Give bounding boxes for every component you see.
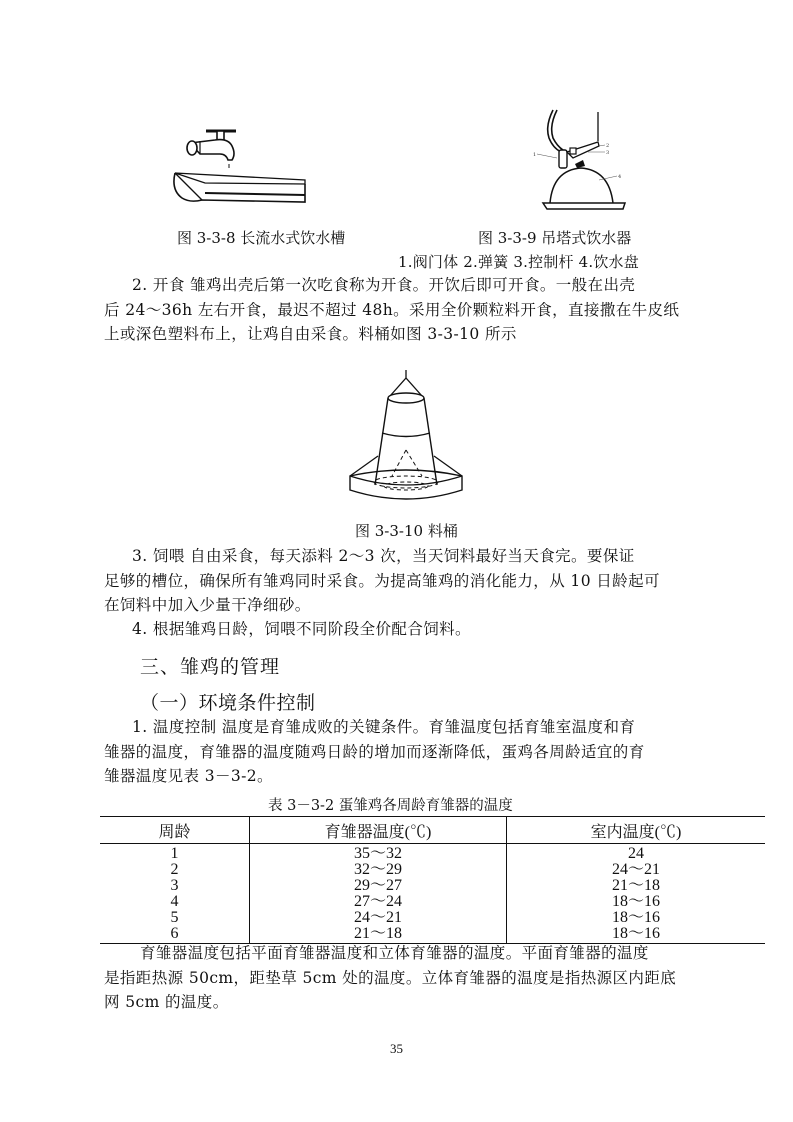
cell-week: 6 xyxy=(100,926,250,944)
header-week-age: 周龄 xyxy=(100,817,250,844)
table-row xyxy=(100,910,765,926)
label-1: 1 xyxy=(533,152,537,158)
cell-room-temp: 18～16 xyxy=(611,909,660,926)
header-brooder-temp: 育雏器温度(℃) xyxy=(250,817,507,844)
cell-week: 4 xyxy=(100,894,250,910)
section-heading: 三、雏鸡的管理 xyxy=(140,656,281,678)
table-row xyxy=(100,878,765,894)
cell-room-temp: 24～21 xyxy=(611,861,660,878)
table-row xyxy=(100,894,765,910)
cell-room-temp: 18～16 xyxy=(611,893,660,910)
paragraph-brooder-line-2: 是指距热源 50cm，距垫草 5cm 处的温度。立体育雏器的温度是指热源区内距底 xyxy=(104,969,677,987)
cell-brooder-temp: 29～27 xyxy=(250,878,507,894)
paragraph-temperature-line-1: 1. 温度控制 温度是育雏成败的关键条件。育雏温度包括育雏室温度和育 xyxy=(132,718,636,736)
hanging-waterer-illustration xyxy=(533,108,643,213)
table-header-row xyxy=(100,817,765,844)
figure-3-3-9-legend: 1.阀门体 2.弹簧 3.控制杆 4.饮水盘 xyxy=(398,253,639,271)
table-row xyxy=(100,844,765,863)
header-room-temp: 室内温度(℃) xyxy=(507,817,766,844)
cell-week: 1 xyxy=(100,844,250,863)
figure-3-3-8-caption: 图 3-3-8 长流水式饮水槽 xyxy=(177,229,346,247)
paragraph-feeding-line-2: 足够的槽位，确保所有雏鸡同时采食。为提高雏鸡的消化能力，从 10 日龄起可 xyxy=(104,572,660,590)
paragraph-temperature-line-3: 雏器温度见表 3－3-2。 xyxy=(104,767,273,785)
cell-room-temp: 24 xyxy=(628,845,644,862)
table-row xyxy=(100,862,765,878)
paragraph-temperature-line-2: 雏器的温度，育雏器的温度随鸡日龄的增加而逐渐降低，蛋鸡各周龄适宜的育 xyxy=(104,743,645,761)
cell-week: 2 xyxy=(100,862,250,878)
label-3: 3 xyxy=(606,150,610,156)
cell-brooder-temp: 21～18 xyxy=(250,926,507,944)
paragraph-feeding-start-line-2: 后 24～36h 左右开食，最迟不超过 48h。采用全价颗粒料开食，直接撒在牛皮纸 xyxy=(104,301,680,319)
paragraph-feed-stage: 4. 根据雏鸡日龄，饲喂不同阶段全价配合饲料。 xyxy=(132,620,471,638)
temperature-table xyxy=(100,816,765,944)
cell-brooder-temp: 27～24 xyxy=(250,894,507,910)
paragraph-feeding-start-line-3: 上或深色塑料布上，让鸡自由采食。料桶如图 3-3-10 所示 xyxy=(104,325,517,343)
paragraph-brooder-line-1: 育雏器温度包括平面育雏器温度和立体育雏器的温度。平面育雏器的温度 xyxy=(140,944,649,962)
subsection-heading: （一）环境条件控制 xyxy=(140,692,316,714)
paragraph-brooder-line-3: 网 5cm 的温度。 xyxy=(104,993,229,1011)
cell-week: 5 xyxy=(100,910,250,926)
figure-3-3-10-caption: 图 3-3-10 料桶 xyxy=(355,522,458,540)
feed-bucket-illustration xyxy=(342,368,468,503)
table-title: 表 3－3-2 蛋雏鸡各周龄育雏器的温度 xyxy=(268,798,513,814)
cell-brooder-temp: 32～29 xyxy=(250,862,507,878)
water-trough-illustration xyxy=(170,118,310,203)
label-4: 4 xyxy=(618,174,622,180)
label-2: 2 xyxy=(606,143,610,149)
cell-brooder-temp: 24～21 xyxy=(250,910,507,926)
page-number: 35 xyxy=(390,1041,403,1056)
figure-3-3-9-caption: 图 3-3-9 吊塔式饮水器 xyxy=(478,229,632,247)
paragraph-feeding-start-line-1: 2. 开食 雏鸡出壳后第一次吃食称为开食。开饮后即可开食。一般在出壳 xyxy=(132,276,636,294)
cell-room-temp: 21～18 xyxy=(611,877,660,894)
paragraph-feeding-line-3: 在饲料中加入少量干净细砂。 xyxy=(104,596,311,614)
cell-brooder-temp: 35～32 xyxy=(250,844,507,863)
cell-room-temp: 18～16 xyxy=(507,926,766,944)
cell-week: 3 xyxy=(100,878,250,894)
paragraph-feeding-line-1: 3. 饲喂 自由采食，每天添料 2～3 次，当天饲料最好当天食完。要保证 xyxy=(132,547,635,565)
